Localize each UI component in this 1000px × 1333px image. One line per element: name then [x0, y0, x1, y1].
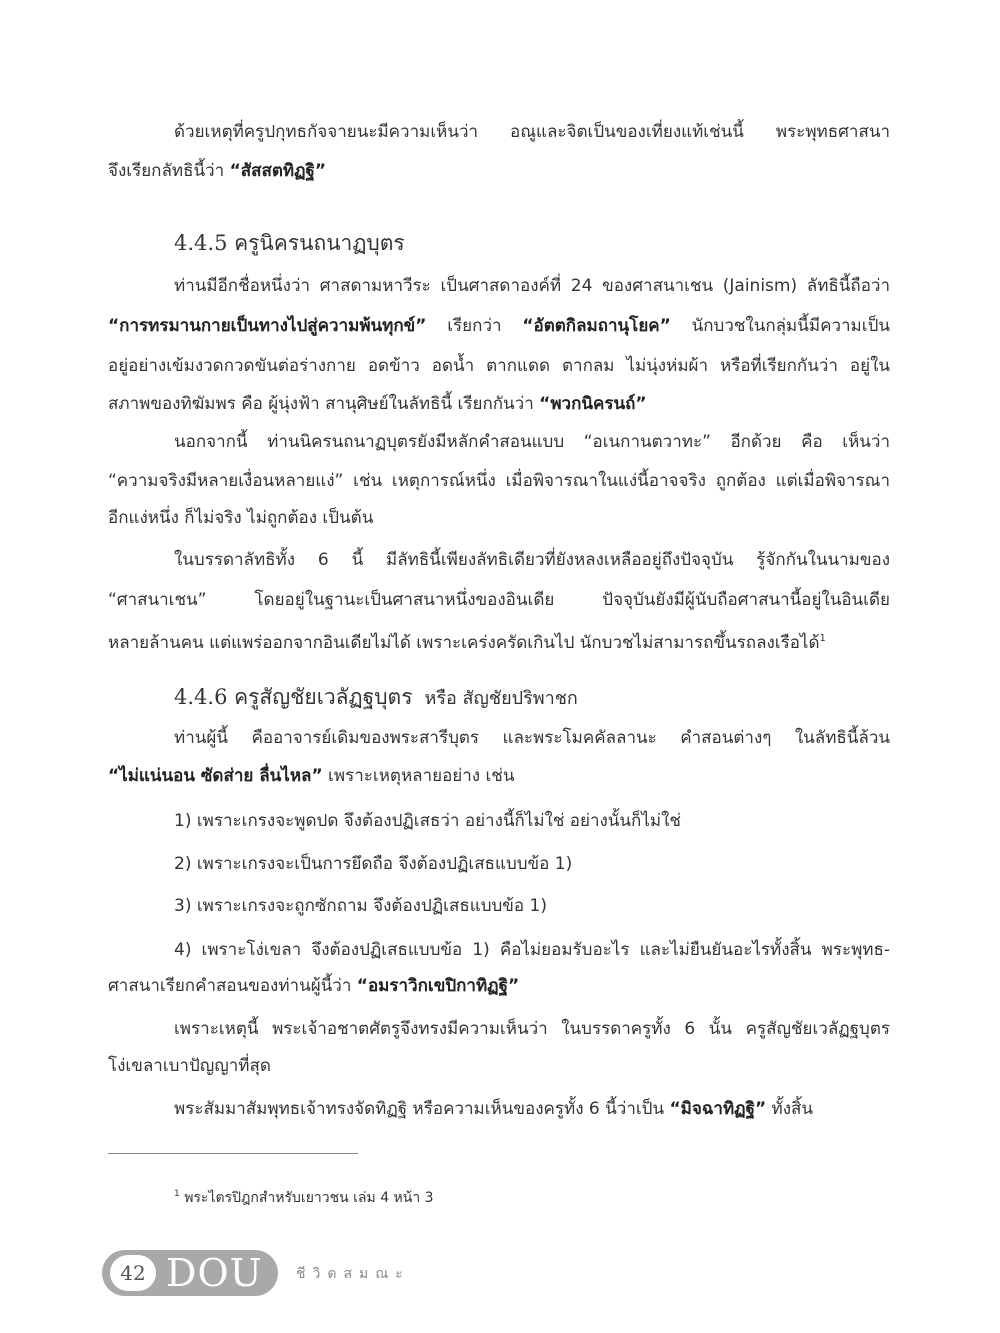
footnote-divider — [108, 1153, 358, 1154]
brand-logo: DOU — [166, 1251, 263, 1295]
paragraph-1-line-2 — [108, 157, 890, 185]
paragraph-6-line-1: 4) เพราะโง่เขลา จึงต้องปฏิเสธแบบข้อ 1) คือไม่ยอมรับอะไร และไม่ยืนยันอะไรทั้งสิ้น พระพุทธ- — [174, 940, 890, 960]
list-item: 1) เพราะเกรงจะพูดปด จึงต้องปฏิเสธว่า อย่างนี้ก็ไม่ใช่ อย่างนั้นก็ไม่ใช่ — [174, 811, 681, 831]
list-item: 2) เพราะเกรงจะเป็นการยึดถือ จึงต้องปฏิเสธแบบข้อ 1) — [174, 854, 573, 874]
series-title: ชีวิตสมณะ — [296, 1266, 410, 1282]
text-span: จึงเรียกลัทธินี้ว่า — [108, 161, 230, 181]
paragraph-3-line-1: นอกจากนี้ ท่านนิครนถนาฏบุตรยังมีหลักคำสอนแบบ “อเนกานตวาทะ” อีกด้วย คือ เห็นว่า — [174, 432, 890, 452]
paragraph-6-line-2 — [108, 972, 890, 1000]
text-span: ทั้งสิ้น — [766, 1099, 814, 1119]
text-span: เพราะเหตุหลายอย่าง เช่น — [322, 766, 515, 786]
section-heading-4-4-6 — [174, 682, 578, 714]
paragraph-2-line-1: ท่านมีอีกชื่อหนึ่งว่า ศาสดามหาวีระ เป็นศาสดาองค์ที่ 24 ของศาสนาเชน (Jainism) ลัทธินี้ถือว่า — [174, 276, 890, 296]
heading-alias: หรือ สัญชัยปริพาชก — [424, 688, 578, 709]
bold-term: “การทรมานกายเป็นทางไปสู่ความพ้นทุกข์” — [108, 316, 427, 336]
paragraph-1-line-1: ด้วยเหตุที่ครูปกุทธกัจจายนะมีความเห็นว่า อณูและจิตเป็นของเที่ยงแท้เช่นนี้ พระพุทธศาสนา — [174, 122, 890, 142]
footnote — [174, 1183, 434, 1209]
paragraph-7-line-1: เพราะเหตุนี้ พระเจ้าอชาตศัตรูจึงทรงมีความเห็นว่า ในบรรดาครูทั้ง 6 นั้น ครูสัญชัยเวลัฏฐบุตร — [174, 1019, 890, 1039]
page-number: 42 — [110, 1255, 156, 1291]
paragraph-4-line-2: “ศาสนาเชน” โดยอยู่ในฐานะเป็นศาสนาหนึ่งของอินเดีย ปัจจุบันยังมีผู้นับถือศาสนานี้อยู่ในอินเดีย — [108, 590, 890, 610]
text-span: สภาพของทิฆัมพร คือ ผู้นุ่งฟ้า สานุศิษย์ในลัทธินี้ เรียกกันว่า — [108, 394, 540, 414]
paragraph-3-line-2: “ความจริงมีหลายเงื่อนหลายแง่” เช่น เหตุการณ์หนึ่ง เมื่อพิจารณาในแง่นี้อาจจริง ถูกต้อง แต่เมื่อพิจารณา — [108, 471, 890, 491]
paragraph-8 — [174, 1095, 890, 1123]
bold-term: “พวกนิครนถ์” — [539, 394, 647, 414]
paragraph-3-line-3: อีกแง่หนึ่ง ก็ไม่จริง ไม่ถูกต้อง เป็นต้น — [108, 508, 374, 528]
bold-term: “อมราวิกเขปิกาทิฏฐิ” — [356, 976, 520, 996]
bold-term: “สัสสตทิฏฐิ” — [229, 161, 327, 181]
paragraph-4-line-1: ในบรรดาลัทธิทั้ง 6 นี้ มีลัทธินี้เพียงลัทธิเดียวที่ยังหลงเหลืออยู่ถึงปัจจุบัน รู้จักกันในนามของ — [174, 550, 890, 570]
text-span: เรียกว่า — [426, 316, 523, 336]
paragraph-2-line-2 — [108, 312, 890, 340]
bold-term: “อัตตกิลมถานุโยค” — [522, 316, 671, 336]
list-item: 3) เพราะเกรงจะถูกซักถาม จึงต้องปฏิเสธแบบข้อ 1) — [174, 896, 547, 916]
paragraph-2-line-3: อยู่อย่างเข้มงวดกวดขันต่อร่างกาย อดข้าว อดน้ำ ตากแดด ตากลม ไม่นุ่งห่มผ้า หรือที่เรียกกันว่า อยู่ใน — [108, 356, 890, 376]
text-span: พระสัมมาสัมพุทธเจ้าทรงจัดทิฏฐิ หรือความเห็นของครูทั้ง 6 นี้ว่าเป็น — [174, 1099, 670, 1119]
paragraph-7-line-2: โง่เขลาเบาปัญญาที่สุด — [108, 1056, 271, 1076]
paragraph-5-line-2 — [108, 762, 890, 790]
paragraph-2-line-4 — [108, 390, 890, 418]
paragraph-4-line-3 — [108, 625, 890, 657]
footnote-reference: 1 — [819, 633, 826, 644]
footer-badge — [102, 1250, 278, 1296]
section-heading-4-4-5: 4.4.5 ครูนิครนถนาฏบุตร — [174, 231, 405, 255]
bold-term: “มิจฉาทิฏฐิ” — [669, 1099, 767, 1119]
heading-main: 4.4.6 ครูสัญชัยเวลัฏฐบุตร — [174, 685, 413, 709]
footnote-marker: 1 — [174, 1189, 180, 1199]
text-span: ศาสนาเรียกคำสอนของท่านผู้นี้ว่า — [108, 976, 357, 996]
text-span: นักบวชในกลุ่มนี้มีความเป็น — [670, 316, 890, 336]
text-span: หลายล้านคน แต่แพร่ออกจากอินเดียไม่ได้ เพราะเคร่งครัดเกินไป นักบวชไม่สามารถขึ้นรถลงเรือได้ — [108, 633, 820, 653]
paragraph-5-line-1: ท่านผู้นี้ คืออาจารย์เดิมของพระสารีบุตร และพระโมคคัลลานะ คำสอนต่างๆ ในลัทธินี้ล้วน — [174, 728, 890, 748]
footnote-text: พระไตรปิฎกสำหรับเยาวชน เล่ม 4 หน้า 3 — [184, 1190, 434, 1206]
bold-term: “ไม่แน่นอน ซัดส่าย ลื่นไหล” — [108, 766, 323, 786]
